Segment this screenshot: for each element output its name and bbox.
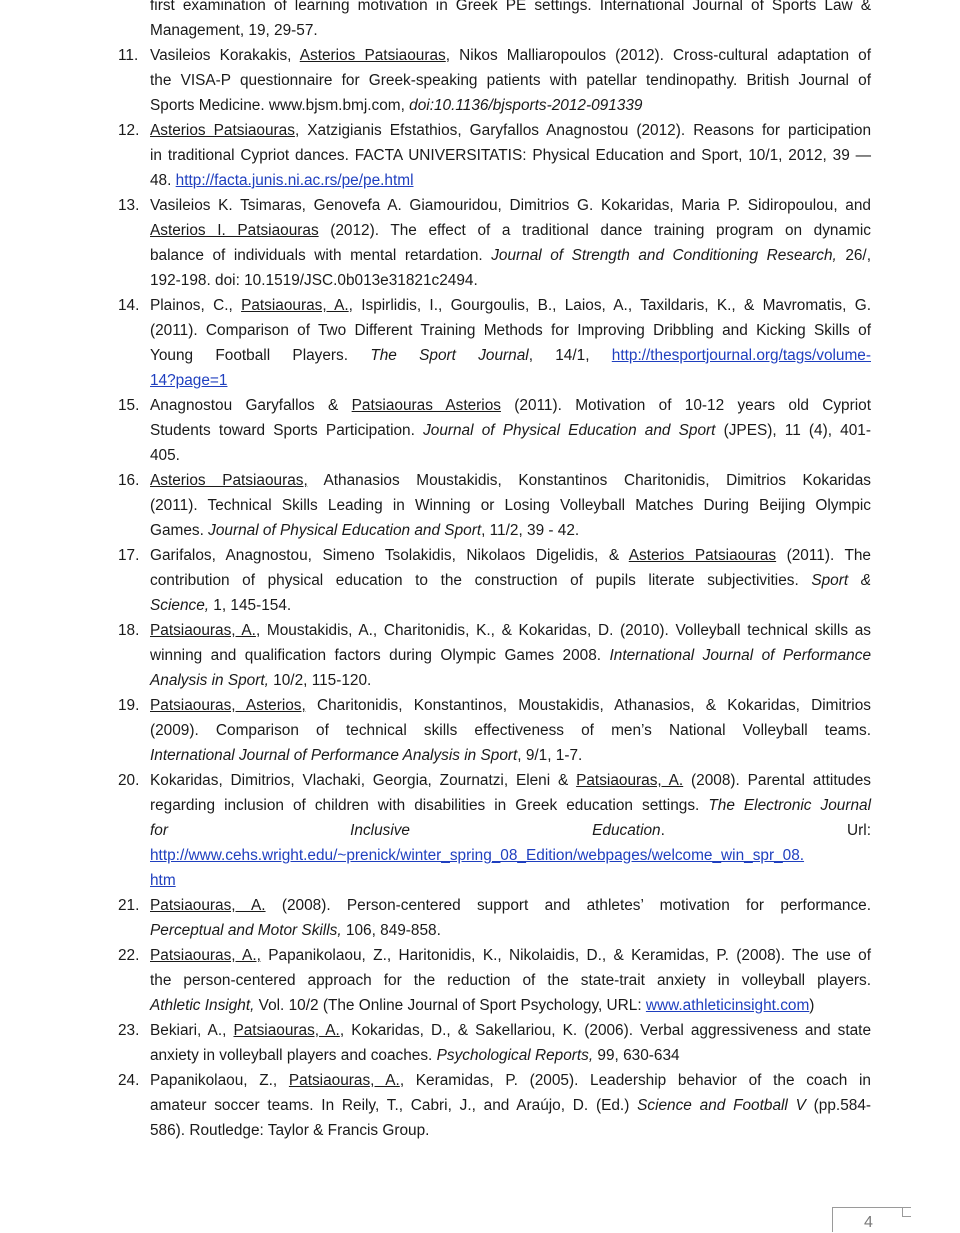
journal-title: Science,	[150, 597, 210, 614]
reference-text	[150, 893, 871, 943]
text-line	[150, 968, 871, 993]
text-span: , Xatzigianis Efstathios, Garyfallos Anagnostou (2012). Reasons for participation	[294, 122, 871, 139]
text-line	[150, 993, 871, 1018]
reference-text	[150, 43, 871, 118]
text-span: Vasileios Korakakis,	[150, 47, 300, 64]
text-span: in traditional Cypriot dances. FACTA UNIVERSITATIS: Physical Education and Sport, 10/1, 2012, 39 —	[150, 147, 871, 164]
journal-title: Analysis in Sport,	[150, 672, 269, 689]
reference-item	[0, 768, 960, 893]
journal-title: for Inclusive Education	[150, 822, 661, 839]
journal-title: Journal of Physical Education and Sport	[208, 522, 482, 539]
reference-number: 20.	[118, 772, 140, 789]
author-name: Patsiaouras, Asterios,	[150, 697, 306, 714]
journal-title: International Journal of Performance	[609, 647, 872, 664]
reference-text	[150, 693, 871, 768]
text-line	[150, 1068, 871, 1093]
text-line	[150, 218, 871, 243]
text-span: , Kokaridas, D., & Sakellariou, K. (2006). Verbal aggressiveness and state	[339, 1022, 872, 1039]
reference-item	[0, 618, 960, 693]
text-span: (2009). Comparison of technical skills effectiveness of men’s National Volleyball teams.	[150, 722, 871, 739]
text-line	[150, 493, 871, 518]
journal-title: International Journal of Performance Analysis in Sport	[150, 747, 518, 764]
text-span: , Ispirlidis, I., Gourgoulis, B., Laios, A., Taxildaris, K., & Mavromatis, G.	[348, 297, 871, 314]
text-span: first examination of learning motivation in Greek PE settings. International Journal of Sports Law &	[150, 0, 871, 14]
reference-number: 17.	[118, 547, 140, 564]
author-name: Patsiaouras, A.,	[150, 947, 261, 964]
reference-item	[0, 893, 960, 943]
text-line	[150, 943, 871, 968]
reference-text	[150, 1068, 871, 1143]
reference-item	[0, 0, 960, 43]
journal-title: The Sport Journal	[370, 347, 529, 364]
text-line	[150, 568, 871, 593]
author-name: Patsiaouras, A.	[150, 622, 256, 639]
text-line	[150, 243, 871, 268]
text-line	[150, 593, 871, 618]
text-span: 99, 630-634	[593, 1047, 680, 1064]
reference-number: 24.	[118, 1072, 140, 1089]
text-line	[150, 643, 871, 668]
reference-text	[150, 468, 871, 543]
text-line	[150, 793, 871, 818]
text-span: Management, 19, 29-57.	[150, 22, 318, 39]
text-span: 192-198. doi: 10.1519/JSC.0b013e31821c2494.	[150, 272, 478, 289]
reference-item	[0, 693, 960, 768]
text-line	[150, 918, 871, 943]
reference-item	[0, 43, 960, 118]
text-line	[150, 1043, 871, 1068]
text-span: Garifalos, Anagnostou, Simeno Tsolakidis, Nikolaos Digelidis, &	[150, 547, 629, 564]
text-line	[150, 0, 871, 18]
text-span: the VISA-P questionnaire for Greek-speaking patients with patellar tendinopathy. British Journal of	[150, 72, 871, 89]
reference-number: 21.	[118, 897, 140, 914]
reference-number: 16.	[118, 472, 140, 489]
text-line	[150, 1018, 871, 1043]
reference-number: 18.	[118, 622, 140, 639]
journal-title: doi:10.1136/bjsports-2012-091339	[409, 97, 643, 114]
text-span: 10/2, 115-120.	[268, 672, 372, 689]
reference-text	[150, 393, 871, 468]
text-line	[150, 293, 871, 318]
text-line	[150, 668, 871, 693]
text-span: Anagnostou Garyfallos &	[150, 397, 352, 414]
text-span: Vol. 10/2 (The Online Journal of Sport Psychology, URL:	[254, 997, 646, 1014]
text-span: , 14/1,	[528, 347, 612, 364]
author-name: Asterios Patsiaouras,	[150, 472, 308, 489]
text-line	[150, 868, 871, 893]
author-name: Asterios Patsiaouras	[299, 47, 446, 64]
reference-item	[0, 193, 960, 293]
text-line	[150, 768, 871, 793]
reference-text	[150, 1018, 871, 1068]
text-span: Bekiari, A.,	[150, 1022, 234, 1039]
text-span: Young Football Players.	[150, 347, 371, 364]
text-span: balance of individuals with mental retardation.	[150, 247, 492, 264]
reference-item	[0, 118, 960, 193]
text-span: regarding inclusion of children with disabilities in Greek education settings.	[150, 797, 709, 814]
reference-text	[150, 618, 871, 693]
text-line	[150, 168, 871, 193]
author-name: Asterios I. Patsiaouras	[150, 222, 319, 239]
page-number: 4	[864, 1214, 873, 1231]
text-span: , 11/2, 39 - 42.	[481, 522, 580, 539]
text-span: Students toward Sports Participation.	[150, 422, 424, 439]
journal-title: Psychological Reports,	[436, 1047, 594, 1064]
text-line	[150, 393, 871, 418]
reference-text	[150, 193, 871, 293]
text-span: , Nikos Malliaropoulos (2012). Cross-cultural adaptation of	[445, 47, 871, 64]
text-span: 106, 849-858.	[341, 922, 441, 939]
reference-text	[150, 293, 871, 393]
text-line	[150, 418, 871, 443]
text-span: )	[809, 997, 815, 1014]
reference-number: 14.	[118, 297, 140, 314]
reference-item	[0, 468, 960, 543]
text-span: 26/,	[836, 247, 871, 264]
text-line	[150, 193, 871, 218]
hyperlink[interactable]: http://www.cehs.wright.edu/~prenick/winter_spring_08_Edition/webpages/welcome_win_spr_08.	[150, 847, 805, 864]
text-span: Kokaridas, Dimitrios, Vlachaki, Georgia, Zournatzi, Eleni &	[150, 772, 577, 789]
text-line	[150, 93, 871, 118]
text-span: (2012). The effect of a traditional dance training program on dynamic	[318, 222, 871, 239]
journal-title: Journal of Strength and Conditioning Research,	[491, 247, 837, 264]
text-line	[150, 343, 871, 368]
author-name: Asterios Patsiaouras	[628, 547, 777, 564]
text-span: Vasileios K. Tsimaras, Genovefa A. Giamouridou, Dimitrios G. Kokaridas, Maria P. Sidiropoulou, and	[150, 197, 871, 214]
text-span: (2011). Comparison of Two Different Training Methods for Improving Dribbling and Kicking Skills of	[150, 322, 871, 339]
reference-text	[150, 118, 871, 193]
journal-title: The Electronic Journal	[708, 797, 872, 814]
text-line	[150, 118, 871, 143]
reference-text	[150, 768, 871, 893]
text-span: Papanikolaou, Z., Haritonidis, K., Nikolaidis, D., & Keramidas, P. (2008). The use of	[260, 947, 871, 964]
text-span: 586). Routledge: Taylor & Francis Group.	[150, 1122, 430, 1139]
text-line	[150, 743, 871, 768]
text-line	[150, 368, 871, 393]
text-span: (2008). Person-centered support and athletes’ motivation for performance.	[265, 897, 871, 914]
text-line	[150, 468, 871, 493]
reference-item	[0, 1018, 960, 1068]
text-line	[150, 718, 871, 743]
text-span: , 9/1, 1-7.	[517, 747, 583, 764]
text-span: winning and qualification factors during Olympic Games 2008.	[150, 647, 610, 664]
text-span: (2011). The	[776, 547, 871, 564]
text-line	[150, 443, 871, 468]
text-line	[150, 18, 871, 43]
reference-number: 15.	[118, 397, 140, 414]
journal-title: Science and Football V	[637, 1097, 806, 1114]
text-span: anxiety in volleyball players and coaches.	[150, 1047, 437, 1064]
text-span: (JPES), 11 (4), 401-	[715, 422, 871, 439]
author-name: Patsiaouras, A.	[150, 897, 266, 914]
reference-number: 11.	[118, 47, 139, 64]
reference-number: 19.	[118, 697, 140, 714]
text-span: , Keramidas, P. (2005). Leadership behavior of the coach in	[399, 1072, 871, 1089]
text-span: amateur soccer teams. In Reily, T., Cabri, J., and Araújo, D. (Ed.)	[150, 1097, 638, 1114]
text-line	[150, 518, 871, 543]
text-span: 405.	[150, 447, 180, 464]
text-line	[150, 268, 871, 293]
reference-text	[150, 543, 871, 618]
text-line	[150, 818, 871, 843]
text-line	[150, 693, 871, 718]
text-span: contribution of physical education to the construction of pupils literate subjectivities.	[150, 572, 812, 589]
reference-number: 12.	[118, 122, 140, 139]
journal-title: Perceptual and Motor Skills,	[150, 922, 342, 939]
text-span: . Url:	[660, 822, 871, 839]
text-span: 1, 145-154.	[209, 597, 292, 614]
text-line	[150, 68, 871, 93]
reference-item	[0, 543, 960, 618]
text-span: (2008). Parental attitudes	[683, 772, 871, 789]
text-line	[150, 318, 871, 343]
reference-number: 23.	[118, 1022, 140, 1039]
text-span: Sports Medicine. www.bjsm.bmj.com,	[150, 97, 410, 114]
hyperlink[interactable]: 14?page=1	[150, 372, 228, 389]
hyperlink[interactable]: http://facta.junis.ni.ac.rs/pe/pe.html	[175, 172, 414, 189]
author-name: Patsiaouras, A.	[233, 1022, 340, 1039]
text-span: (2011). Technical Skills Leading in Winning or Losing Volleyball Matches During Beijing Olympic	[150, 497, 871, 514]
reference-item	[0, 393, 960, 468]
text-span: Papanikolaou, Z.,	[150, 1072, 289, 1089]
reference-number: 22.	[118, 947, 140, 964]
text-line	[150, 143, 871, 168]
author-name: Patsiaouras Asterios	[351, 397, 501, 414]
text-line	[150, 843, 871, 868]
text-span: the person-centered approach for the reduction of the state-trait anxiety in volleyball players.	[150, 972, 871, 989]
text-span: Athanasios Moustakidis, Konstantinos Charitonidis, Dimitrios Kokaridas	[307, 472, 871, 489]
author-name: Patsiaouras, A.	[241, 297, 349, 314]
text-span: Games.	[150, 522, 209, 539]
text-line	[150, 543, 871, 568]
journal-title: Journal of Physical Education and Sport	[423, 422, 716, 439]
reference-item	[0, 1068, 960, 1143]
hyperlink[interactable]: http://thesportjournal.org/tags/volume-	[611, 347, 871, 364]
text-span: 48.	[150, 172, 176, 189]
author-name: Patsiaouras, A.	[576, 772, 684, 789]
reference-item	[0, 943, 960, 1018]
reference-text	[150, 943, 871, 1018]
text-span: , Moustakidis, A., Charitonidis, K., & Kokaridas, D. (2010). Volleyball technical skills as	[255, 622, 871, 639]
author-name: Patsiaouras, A.	[288, 1072, 400, 1089]
text-span: (pp.584-	[805, 1097, 872, 1114]
text-line	[150, 1093, 871, 1118]
hyperlink[interactable]: htm	[150, 872, 176, 889]
text-line	[150, 1118, 871, 1143]
hyperlink[interactable]: www.athleticinsight.com	[645, 997, 810, 1014]
reference-text	[150, 0, 871, 43]
journal-title: Sport &	[811, 572, 871, 589]
author-name: Asterios Patsiaouras	[150, 122, 295, 139]
text-line	[150, 43, 871, 68]
journal-title: Athletic Insight,	[150, 997, 255, 1014]
text-span: (2011). Motivation of 10-12 years old Cypriot	[500, 397, 871, 414]
reference-number: 13.	[118, 197, 140, 214]
text-span: Plainos, C.,	[150, 297, 242, 314]
text-span: Charitonidis, Konstantinos, Moustakidis, Athanasios, & Kokaridas, Dimitrios	[305, 697, 871, 714]
text-line	[150, 618, 871, 643]
reference-item	[0, 293, 960, 393]
text-line	[150, 893, 871, 918]
